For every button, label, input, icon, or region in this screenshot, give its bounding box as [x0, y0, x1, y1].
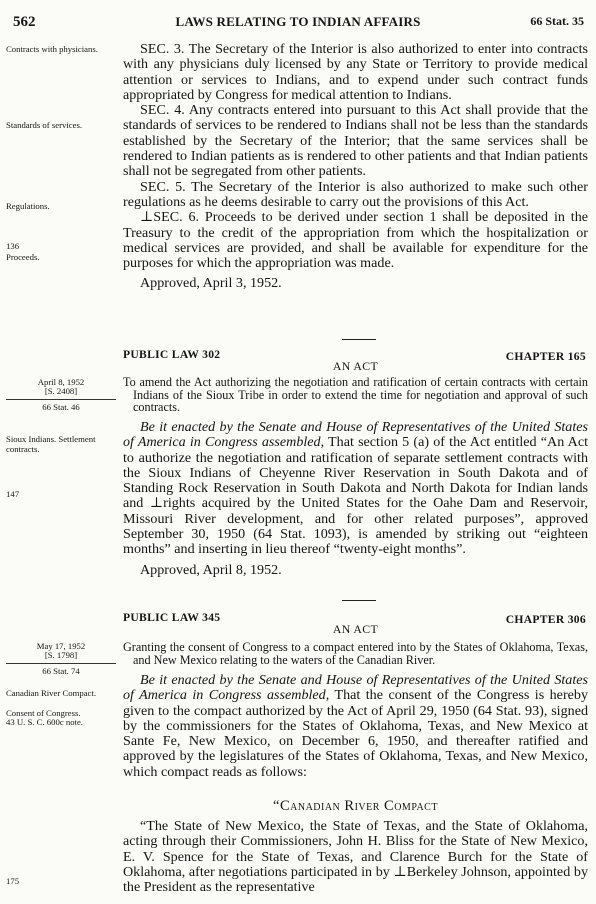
purpose-text: Granting the consent of Congress to a compact entered into by the States of Oklahoma, Texas, and New Mexico relating to the waters of the Canadian River. — [123, 640, 588, 667]
act-purpose-pl345 — [123, 641, 588, 666]
margin-note-canadian-river: Canadian River Compact. — [6, 688, 96, 698]
compact-body — [123, 819, 588, 895]
public-law-345-label: PUBLIC LAW 345 — [123, 611, 221, 624]
margin-pl302-stat: 66 Stat. 46 — [6, 399, 116, 412]
section-6: ⊥SEC. 6. Proceeds to be derived under section 1 shall be deposited in the Treasury to the credit of the appropriation from which the hospitalization or medical services are provided, and shall be available for expenditure for the purposes for which the appropriation was made. — [123, 209, 588, 272]
margin-note-sioux: Sioux Indians. Settlement contracts. — [6, 434, 96, 454]
enacting-clause — [123, 673, 588, 780]
divider — [342, 600, 376, 601]
section-5: SEC. 5. The Secretary of the Interior is also authorized to make such other regulations as he deems desirable to carry out the provisions of this Act. — [123, 178, 588, 210]
act-purpose-pl302 — [123, 376, 588, 414]
public-law-302-label: PUBLIC LAW 302 — [123, 348, 221, 361]
chapter-306-label: CHAPTER 306 — [505, 613, 586, 626]
margin-note-contracts: Contracts with physicians. — [6, 44, 98, 54]
approval-date-2: Approved, April 8, 1952. — [140, 561, 282, 578]
section-4: SEC. 4. Any contracts entered into pursuant to this Act shall provide that the standards of services to be rendered to Indians shall not be less than the standards established by the Secretary of the Interior; that the same services shall be rendered to Indian patients as is rendered to other patients and that Indian patients shall not be segregated from other patients. — [123, 102, 588, 180]
enacting-clause — [123, 420, 588, 558]
running-header-title: LAWS RELATING TO INDIAN AFFAIRS — [175, 14, 421, 29]
enacting-formula: Be it enacted by the Senate and House of Representatives of the United States of America in Congress assembled, — [123, 672, 588, 704]
enactment-pl345 — [123, 673, 588, 780]
section-3: SEC. 3. The Secretary of the Interior is also authorized to enter into contracts with any physicians duly licensed by any State or Territory to provide medical attention or services to Indians, and to expend under such contract funds appropriated by Congress for medical attention to Indians. — [123, 41, 588, 103]
margin-note-standards: Standards of services. — [6, 120, 82, 130]
an-act-heading: AN ACT — [332, 359, 379, 373]
margin-pl345-stat: 66 Stat. 74 — [6, 663, 116, 676]
margin-pl302-date: April 8, 1952 — [37, 377, 85, 387]
chapter-165-label: CHAPTER 165 — [505, 350, 586, 363]
sections-block — [123, 42, 588, 292]
compact-preamble: “The State of New Mexico, the State of Texas, and the State of Oklahoma, acting through their Commissioners, John H. Bliss for the State of New Mexico, E. V. Spence for the State of Texas, and Clarence Burch for the State of Oklahoma, after negotiations participated in by ⊥Berkeley Johnson, appointed by the President as the representative — [123, 818, 588, 896]
enacting-formula: Be it enacted by the Senate and House of Representatives of the United States of America in Congress assembled, — [123, 419, 588, 451]
margin-note-consent: Consent of Congress. — [6, 708, 81, 718]
margin-note-proceeds: Proceeds. — [6, 252, 40, 262]
divider — [342, 339, 376, 340]
enacting-text: That the consent of the Congress is hereby given to the compact authorized by the Act of April 29, 1950 (64 Stat. 93), signed by the commissioners for the States of Oklahoma, Texas, and New Mexico at Sante Fe, New Mexico, on December 6, 1950, and thereafter ratified and approved by the legislatures of the States of Oklahoma, Texas, and New Mexico, which compact reads as follows: — [123, 687, 588, 780]
margin-note-usc: 43 U. S. C. 600c note. — [6, 717, 83, 727]
margin-pl345-date: May 17, 1952 — [36, 641, 86, 651]
approval-date-1: Approved, April 3, 1952. — [140, 275, 282, 292]
header-stat-citation: 66 Stat. 35 — [530, 14, 584, 28]
page-number: 562 — [13, 14, 36, 30]
margin-note-ref-136: 136 — [6, 241, 20, 251]
enacting-text: That section 5 (a) of the Act entitled “An Act to authorize the negotiation and ratification of separate settlement contracts with the Sioux Indians of Cheyenne River Reservation in South Dakota and of Standing Rock Reservation in South Dakota and North Dakota for Indian lands and ⊥rights acquired by the United States for the Oahe Dam and Reservoir, Missouri River development, and for other related purposes”, approved September 30, 1950 (64 Stat. 1093), is amended by striking out “eighteen months” and inserting in lieu thereof “twenty-eight months”. — [123, 434, 588, 558]
compact-title: “Canadian River Compact — [273, 798, 438, 814]
margin-note-ref-147: 147 — [6, 489, 20, 499]
margin-note-regulations: Regulations. — [6, 201, 50, 211]
purpose-text: To amend the Act authorizing the negotiation and ratification of certain contracts with certain Indians of the Sioux Tribe in order to extend the time for negotiation and approval of such contracts. — [123, 375, 588, 415]
enactment-pl302 — [123, 420, 588, 578]
an-act-heading: AN ACT — [332, 622, 379, 636]
margin-pl345-bill: [S. 1798] — [44, 650, 78, 660]
margin-pl302-bill: [S. 2408] — [44, 386, 78, 396]
margin-note-ref-175: 175 — [6, 876, 20, 886]
